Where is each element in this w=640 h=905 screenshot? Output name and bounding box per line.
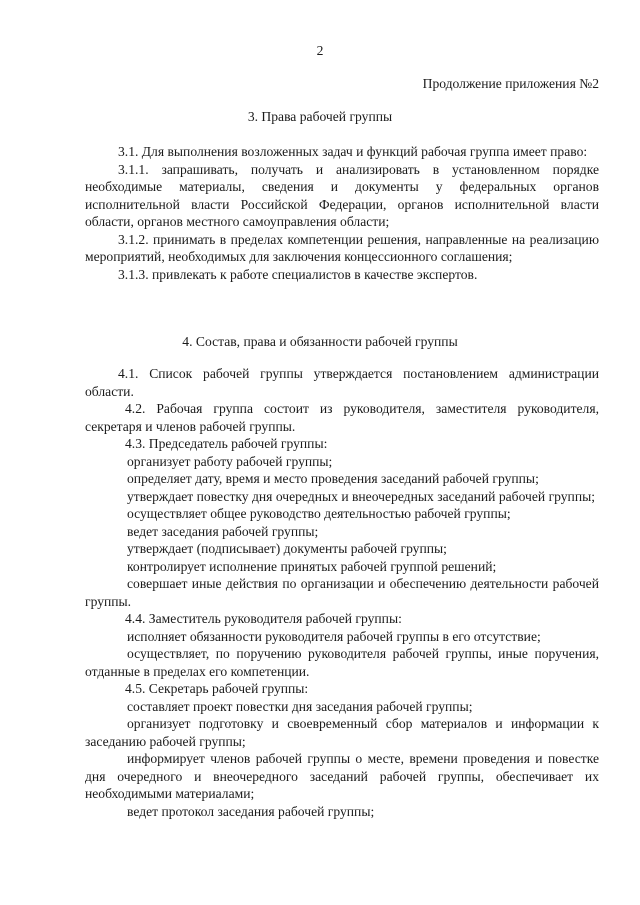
paragraph-3-1-3: 3.1.3. привлекать к работе специалистов в качестве экспертов. <box>118 266 478 282</box>
list-item: осуществляет общее руководство деятельностью рабочей группы; <box>127 506 511 521</box>
paragraph-3-1-1: 3.1.1. запрашивать, получать и анализировать в установленном порядке необходимые материалы, сведения и документы у федеральных органов исполнительной власти Российской Федерации, органов исполнительной власти области, органов местного самоуправления области; <box>85 161 599 229</box>
section-3-body <box>85 143 599 283</box>
list-item: информирует членов рабочей группы о месте, времени проведения и повестке дня очередного и внеочередного заседаний рабочей группы, обеспечивает их необходимыми материалами; <box>85 751 599 801</box>
list-item: утверждает повестку дня очередных и внеочередных заседаний рабочей группы; <box>127 488 596 504</box>
paragraph-4-1: 4.1. Список рабочей группы утверждается постановлением администрации области. <box>85 366 599 399</box>
paragraph-4-4: 4.4. Заместитель руководителя рабочей группы: <box>125 611 402 626</box>
list-item: составляет проект повестки дня заседания рабочей группы; <box>127 698 473 714</box>
list-item: совершает иные действия по организации и обеспечению деятельности рабочей группы. <box>85 576 599 609</box>
section-4-title: 4. Состав, права и обязанности рабочей группы <box>182 334 458 349</box>
list-item: определяет дату, время и место проведения заседаний рабочей группы; <box>127 471 539 486</box>
paragraph-4-2: 4.2. Рабочая группа состоит из руководителя, заместителя руководителя, секретаря и членов рабочей группы. <box>85 401 599 434</box>
paragraph-3-1-2: 3.1.2. принимать в пределах компетенции решения, направленные на реализацию мероприятий, необходимых для заключения концессионного соглашения; <box>85 231 599 264</box>
list-item: контролирует исполнение принятых рабочей группой решений; <box>127 558 497 574</box>
appendix-note: Продолжение приложения №2 <box>422 76 599 91</box>
list-item: организует подготовку и своевременный сбор материалов и информации к заседанию рабочей группы; <box>85 716 599 749</box>
list-item: исполняет обязанности руководителя рабочей группы в его отсутствие; <box>127 628 541 644</box>
list-item: организует работу рабочей группы; <box>127 453 333 469</box>
paragraph-3-1: 3.1. Для выполнения возложенных задач и функций рабочая группа имеет право: <box>118 144 588 159</box>
section-3-title: 3. Права рабочей группы <box>247 109 393 124</box>
section-4-body <box>85 365 599 820</box>
list-item: ведет протокол заседания рабочей группы; <box>127 803 375 819</box>
list-item: утверждает (подписывает) документы рабочей группы; <box>127 541 447 556</box>
list-item: ведет заседания рабочей группы; <box>127 523 319 539</box>
page-number: 2 <box>316 43 324 58</box>
paragraph-4-5: 4.5. Секретарь рабочей группы: <box>125 681 309 696</box>
paragraph-4-3: 4.3. Председатель рабочей группы: <box>125 436 328 451</box>
list-item: осуществляет, по поручению руководителя рабочей группы, иные поручения, отданные в пределах его компетенции. <box>85 646 599 679</box>
